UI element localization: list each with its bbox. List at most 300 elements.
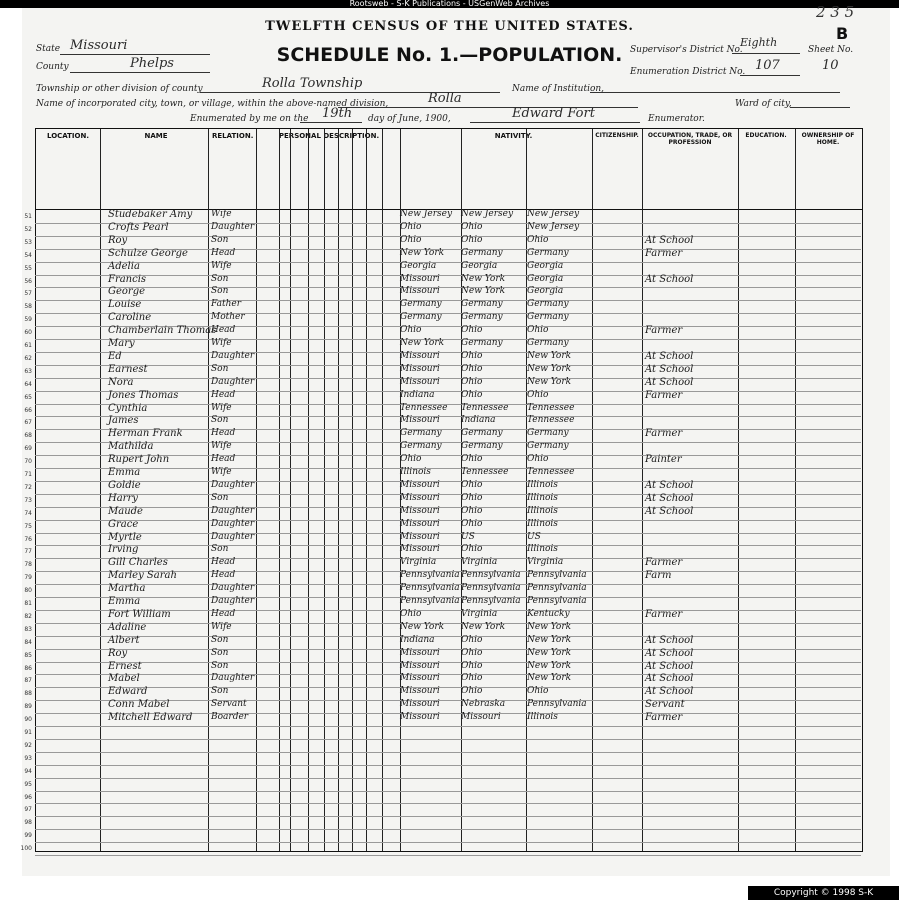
entry-father-birthplace: New York [461, 273, 506, 284]
row-rule [35, 365, 861, 366]
entry-mother-birthplace: Illinois [527, 505, 558, 516]
enumerated-day: 19th [322, 106, 353, 121]
col-name: NAME [144, 132, 168, 140]
entry-name: Edward [108, 686, 148, 698]
entry-mother-birthplace: Ohio [527, 325, 549, 336]
row-number: 55 [24, 264, 32, 272]
entry-mother-birthplace: Georgia [527, 260, 564, 271]
row-number: 98 [24, 819, 32, 827]
entry-mother-birthplace: Germany [527, 441, 569, 452]
row-number: 82 [24, 612, 32, 620]
entry-father-birthplace: Georgia [461, 260, 498, 271]
row-rule [35, 803, 861, 804]
row-rule [35, 313, 861, 314]
entry-father-birthplace: Ohio [461, 454, 483, 465]
row-number: 78 [24, 561, 32, 569]
entry-father-birthplace: Ohio [461, 221, 483, 232]
row-number: 79 [24, 574, 32, 582]
entry-mother-birthplace: New York [527, 376, 572, 387]
entry-name: Mary [108, 338, 135, 349]
township-value: Rolla Township [262, 76, 363, 91]
entry-name: Jones Thomas [108, 389, 179, 401]
row-number: 91 [24, 729, 32, 736]
entry-occupation: Farmer [645, 712, 683, 724]
entry-mother-birthplace: US [527, 531, 541, 542]
row-rule [35, 662, 861, 663]
entry-birthplace: Missouri [400, 376, 440, 387]
enumerator-label: Enumerator. [648, 114, 705, 124]
row-number: 96 [24, 793, 32, 801]
entry-name: Martha [108, 583, 146, 595]
entry-relation: Daughter [211, 350, 255, 361]
row-number: 95 [24, 780, 32, 788]
entry-father-birthplace: Germany [461, 428, 503, 439]
entry-mother-birthplace: Germany [527, 428, 569, 439]
entry-birthplace: Ohio [400, 454, 422, 465]
entry-relation: Daughter [211, 376, 255, 387]
entry-relation: Daughter [211, 531, 255, 542]
row-rule [35, 791, 861, 792]
row-rule [35, 416, 861, 417]
entry-mother-birthplace: Ohio [527, 686, 549, 697]
entry-birthplace: Missouri [400, 415, 440, 426]
col-personal: PERSONAL DESCRIPTION. [278, 132, 380, 140]
entry-relation: Wife [211, 467, 232, 477]
entry-occupation: Painter [645, 454, 682, 466]
incorporated-label: Name of incorporated city, town, or village, within the above-named division, [36, 99, 389, 109]
row-rule [35, 275, 861, 276]
row-number: 54 [24, 251, 32, 259]
row-number: 57 [24, 290, 32, 298]
row-number: 53 [24, 238, 32, 246]
row-number: 64 [24, 380, 32, 388]
entry-birthplace: Germany [400, 428, 442, 439]
entry-relation: Servant [211, 699, 247, 710]
entry-occupation: Farmer [645, 557, 683, 569]
sheet-letter: B [836, 24, 849, 43]
row-number: 51 [24, 213, 32, 220]
entry-father-birthplace: Pennsylvania [461, 570, 521, 581]
entry-relation: Son [211, 492, 229, 503]
entry-relation: Son [211, 544, 229, 555]
entry-birthplace: Missouri [400, 712, 440, 723]
entry-relation: Daughter [211, 596, 255, 606]
entry-mother-birthplace: Pennsylvania [527, 570, 587, 581]
entry-birthplace: Missouri [400, 660, 440, 671]
entry-father-birthplace: Ohio [461, 518, 483, 529]
county-label: County [36, 62, 69, 72]
page-stamp-number: 2 3 5 [816, 3, 855, 21]
entry-relation: Son [211, 234, 229, 245]
entry-birthplace: New York [400, 338, 445, 348]
row-number: 93 [24, 754, 32, 762]
entry-name: Myrtle [108, 531, 142, 543]
entry-occupation: Farmer [645, 325, 683, 337]
entry-father-birthplace: Ohio [461, 479, 483, 490]
entry-father-birthplace: Germany [461, 299, 503, 310]
entry-birthplace: Missouri [400, 492, 440, 503]
entry-relation: Son [211, 363, 229, 374]
row-number: 86 [24, 664, 32, 672]
entry-occupation: Farm [645, 570, 672, 582]
entry-name: Adaline [108, 621, 147, 633]
entry-occupation: At School [645, 234, 694, 246]
entry-father-birthplace: New York [461, 286, 506, 297]
entry-father-birthplace: Ohio [461, 234, 483, 245]
entry-birthplace: New York [400, 247, 445, 258]
supervisor-value: Eighth [740, 36, 778, 49]
entry-relation: Son [211, 686, 229, 697]
entry-name: Harry [108, 492, 138, 504]
row-rule [35, 481, 861, 482]
entry-relation: Son [211, 273, 229, 284]
row-number: 63 [24, 367, 32, 375]
entry-relation: Son [211, 647, 229, 658]
entry-occupation: Servant [645, 699, 685, 711]
entry-name: Ed [108, 350, 122, 362]
entry-mother-birthplace: Georgia [527, 286, 564, 297]
county-value: Phelps [130, 56, 174, 71]
col-occupation: OCCUPATION, TRADE, OR PROFESSION [647, 132, 733, 146]
entry-father-birthplace: Ohio [461, 389, 483, 400]
entry-occupation: Farmer [645, 389, 683, 401]
row-rule [35, 339, 861, 340]
entry-birthplace: New York [400, 621, 445, 632]
entry-mother-birthplace: New Jersey [527, 209, 580, 219]
entry-mother-birthplace: Ohio [527, 389, 549, 400]
entry-name: Maude [108, 505, 143, 517]
entry-mother-birthplace: New York [527, 634, 572, 645]
archive-banner: Rootsweb - S-K Publications - USGenWeb Archives [0, 0, 899, 8]
entry-father-birthplace: Ohio [461, 673, 483, 684]
entry-name: Adelia [108, 260, 140, 272]
entry-birthplace: Pennsylvania [400, 583, 460, 594]
row-rule [35, 404, 861, 405]
entry-mother-birthplace: Illinois [527, 712, 558, 723]
row-rule [35, 829, 861, 830]
row-rule [35, 236, 861, 237]
entry-mother-birthplace: Illinois [527, 518, 558, 529]
entry-mother-birthplace: New York [527, 673, 572, 684]
entry-father-birthplace: Ohio [461, 363, 483, 374]
entry-relation: Head [211, 389, 236, 400]
enumerated-month: day of June, 1900, [368, 114, 451, 124]
col-citizenship: CITIZENSHIP. [595, 132, 639, 139]
entry-name: Francis [108, 273, 147, 285]
row-number: 60 [24, 329, 32, 337]
entry-birthplace: Missouri [400, 673, 440, 684]
entry-mother-birthplace: Illinois [527, 479, 558, 490]
entry-birthplace: Germany [400, 299, 442, 310]
row-number: 100 [20, 845, 32, 853]
entry-relation: Daughter [211, 673, 255, 684]
entry-name: Mitchell Edward [108, 712, 193, 724]
entry-mother-birthplace: Kentucky [527, 608, 570, 619]
entry-father-birthplace: Ohio [461, 544, 483, 555]
entry-mother-birthplace: Ohio [527, 234, 549, 245]
row-rule [35, 778, 861, 779]
entry-mother-birthplace: Pennsylvania [527, 596, 587, 606]
entry-mother-birthplace: Virginia [527, 557, 564, 568]
entry-father-birthplace: Ohio [461, 492, 483, 503]
row-number: 67 [24, 419, 32, 427]
entry-father-birthplace: Germany [461, 441, 503, 452]
row-rule [35, 687, 861, 688]
entry-relation: Son [211, 634, 229, 645]
entry-name: Mabel [108, 673, 140, 685]
entry-birthplace: Tennessee [400, 402, 448, 413]
entry-birthplace: Pennsylvania [400, 596, 460, 606]
entry-name: Mathilda [108, 441, 154, 453]
entry-name: Conn Mabel [108, 699, 170, 711]
row-rule [35, 300, 861, 301]
entry-birthplace: Georgia [400, 260, 437, 271]
entry-occupation: At School [645, 660, 694, 672]
entry-relation: Head [211, 608, 236, 619]
entry-relation: Wife [211, 621, 232, 632]
row-rule [35, 378, 861, 379]
entry-father-birthplace: Virginia [461, 608, 498, 619]
entry-relation: Daughter [211, 518, 255, 529]
entry-birthplace: Missouri [400, 479, 440, 490]
row-number: 70 [24, 458, 32, 466]
entry-birthplace: Indiana [400, 634, 435, 645]
entry-name: Albert [108, 634, 140, 646]
entry-relation: Son [211, 286, 229, 297]
entry-birthplace: Ohio [400, 325, 422, 336]
entry-birthplace: Missouri [400, 699, 440, 710]
entry-father-birthplace: Tennessee [461, 467, 509, 477]
entry-mother-birthplace: Tennessee [527, 467, 575, 477]
row-rule [35, 520, 861, 521]
row-rule [35, 765, 861, 766]
entry-relation: Daughter [211, 221, 255, 232]
row-number: 90 [24, 716, 32, 724]
township-label: Township or other division of county [36, 84, 203, 94]
row-number: 77 [24, 548, 32, 556]
entry-name: Roy [108, 234, 128, 246]
entry-name: Grace [108, 518, 139, 530]
row-number: 83 [24, 625, 32, 633]
entry-name: Irving [108, 544, 139, 556]
entry-occupation: At School [645, 634, 694, 646]
row-rule [35, 262, 861, 263]
col-nativity: NATIVITY. [494, 132, 533, 140]
entry-mother-birthplace: New York [527, 621, 572, 632]
row-rule [35, 855, 861, 856]
entry-relation: Head [211, 454, 236, 465]
entry-name: Rupert John [108, 454, 170, 466]
row-number: 62 [24, 354, 32, 362]
entry-name: Studebaker Amy [108, 209, 193, 220]
entry-birthplace: Missouri [400, 363, 440, 374]
entry-relation: Son [211, 415, 229, 426]
entry-father-birthplace: Ohio [461, 686, 483, 697]
copyright-notice: Copyright © 1998 S-K Publications [748, 886, 899, 900]
entry-father-birthplace: Ohio [461, 660, 483, 671]
entry-relation: Daughter [211, 583, 255, 594]
entry-relation: Head [211, 325, 236, 336]
entry-mother-birthplace: New York [527, 363, 572, 374]
col-relation: RELATION. [212, 132, 254, 140]
ward-label: Ward of city, [735, 99, 792, 109]
entry-birthplace: Pennsylvania [400, 570, 460, 581]
entry-name: Herman Frank [108, 428, 183, 440]
row-number: 68 [24, 432, 32, 440]
entry-father-birthplace: Ohio [461, 647, 483, 658]
row-number: 72 [24, 483, 32, 491]
sheet-label: Sheet No. [808, 45, 854, 55]
row-rule [35, 494, 861, 495]
entry-name: Cynthia [108, 402, 148, 414]
entry-father-birthplace: Ohio [461, 376, 483, 387]
entry-mother-birthplace: Tennessee [527, 402, 575, 413]
entry-father-birthplace: Germany [461, 247, 503, 258]
entry-mother-birthplace: Illinois [527, 544, 558, 555]
entry-name: Louise [108, 299, 142, 311]
row-number: 97 [24, 806, 32, 814]
row-rule [35, 352, 861, 353]
entry-relation: Head [211, 570, 236, 581]
row-number: 75 [24, 522, 32, 530]
entry-name: Roy [108, 647, 128, 659]
row-number: 88 [24, 690, 32, 698]
entry-relation: Head [211, 557, 236, 568]
entry-mother-birthplace: Pennsylvania [527, 583, 587, 594]
entry-name: Gill Charles [108, 557, 168, 569]
row-number: 73 [24, 496, 32, 504]
entry-relation: Boarder [211, 712, 249, 723]
entry-father-birthplace: New Jersey [461, 209, 514, 219]
entry-birthplace: Missouri [400, 350, 440, 361]
entry-father-birthplace: Pennsylvania [461, 596, 521, 606]
row-number: 99 [24, 832, 32, 840]
row-rule [35, 623, 861, 624]
row-number: 84 [24, 638, 32, 646]
entry-occupation: Farmer [645, 247, 683, 259]
row-number: 66 [24, 406, 32, 414]
entry-relation: Head [211, 247, 236, 258]
entry-relation: Wife [211, 441, 232, 452]
entry-birthplace: Missouri [400, 286, 440, 297]
entry-birthplace: Germany [400, 312, 442, 323]
entry-birthplace: Indiana [400, 389, 435, 400]
row-number: 59 [24, 316, 32, 324]
entry-birthplace: Missouri [400, 544, 440, 555]
row-number: 92 [24, 741, 32, 749]
entry-father-birthplace: Ohio [461, 325, 483, 336]
row-number: 87 [24, 677, 32, 685]
entry-mother-birthplace: Germany [527, 312, 569, 323]
row-number: 80 [24, 587, 32, 595]
row-number: 94 [24, 767, 32, 775]
row-number: 56 [24, 277, 32, 285]
entry-birthplace: Missouri [400, 518, 440, 529]
entry-occupation: At School [645, 479, 694, 491]
entry-occupation: At School [645, 505, 694, 517]
entry-relation: Wife [211, 402, 232, 413]
col-education: EDUCATION. [745, 132, 787, 139]
row-number: 85 [24, 651, 32, 659]
entry-birthplace: Missouri [400, 505, 440, 516]
supervisor-label: Supervisor's District No. [630, 45, 743, 55]
entry-father-birthplace: Virginia [461, 557, 498, 568]
entry-name: Caroline [108, 312, 152, 324]
entry-birthplace: Virginia [400, 557, 437, 568]
entry-father-birthplace: Ohio [461, 505, 483, 516]
row-rule [35, 545, 861, 546]
entry-occupation: Farmer [645, 428, 683, 440]
entry-mother-birthplace: Pennsylvania [527, 699, 587, 710]
entry-name: Ernest [108, 660, 142, 672]
entry-father-birthplace: Missouri [461, 712, 501, 723]
entry-name: Crofts Pearl [108, 221, 169, 233]
entry-occupation: At School [645, 350, 694, 362]
entry-birthplace: Missouri [400, 273, 440, 284]
row-rule [35, 468, 861, 469]
entry-mother-birthplace: New Jersey [527, 221, 580, 232]
entry-relation: Son [211, 660, 229, 671]
entry-occupation: At School [645, 647, 694, 659]
row-rule [35, 636, 861, 637]
entry-occupation: At School [645, 376, 694, 388]
entry-birthplace: Ohio [400, 234, 422, 245]
entry-father-birthplace: US [461, 531, 475, 542]
entry-relation: Daughter [211, 505, 255, 516]
row-number: 58 [24, 303, 32, 311]
entry-mother-birthplace: Illinois [527, 492, 558, 503]
entry-relation: Wife [211, 338, 232, 348]
entry-birthplace: New Jersey [400, 209, 453, 219]
entry-occupation: At School [645, 363, 694, 375]
entry-relation: Mother [211, 312, 245, 323]
row-number: 61 [24, 342, 32, 349]
entry-relation: Daughter [211, 479, 255, 490]
entry-birthplace: Ohio [400, 221, 422, 232]
entry-mother-birthplace: Germany [527, 338, 569, 348]
schedule-title: SCHEDULE No. 1.—POPULATION. [276, 44, 623, 66]
row-rule [35, 649, 861, 650]
row-number: 74 [24, 509, 32, 517]
entry-father-birthplace: Ohio [461, 350, 483, 361]
entry-father-birthplace: Germany [461, 338, 503, 348]
entry-relation: Wife [211, 209, 232, 219]
entry-birthplace: Germany [400, 441, 442, 452]
row-rule [35, 842, 861, 843]
row-number: 52 [24, 225, 32, 233]
row-rule [35, 674, 861, 675]
row-rule [35, 739, 861, 740]
entry-occupation: At School [645, 273, 694, 285]
institution-label: Name of Institution, [512, 84, 605, 94]
row-rule [35, 816, 861, 817]
row-number: 76 [24, 535, 32, 543]
row-rule [35, 507, 861, 508]
entry-father-birthplace: Indiana [461, 415, 496, 426]
entry-name: Fort William [108, 608, 171, 620]
entry-father-birthplace: Nebraska [461, 699, 506, 710]
row-rule [35, 533, 861, 534]
entry-father-birthplace: Pennsylvania [461, 583, 521, 594]
entry-father-birthplace: Tennessee [461, 402, 509, 413]
row-rule [35, 442, 861, 443]
entry-name: Earnest [108, 363, 148, 375]
entry-mother-birthplace: Ohio [527, 454, 549, 465]
row-rule [35, 287, 861, 288]
entry-birthplace: Missouri [400, 647, 440, 658]
col-ownership: OWNERSHIP OF HOME. [801, 132, 855, 146]
enumerator-value: Edward Fort [512, 106, 595, 121]
